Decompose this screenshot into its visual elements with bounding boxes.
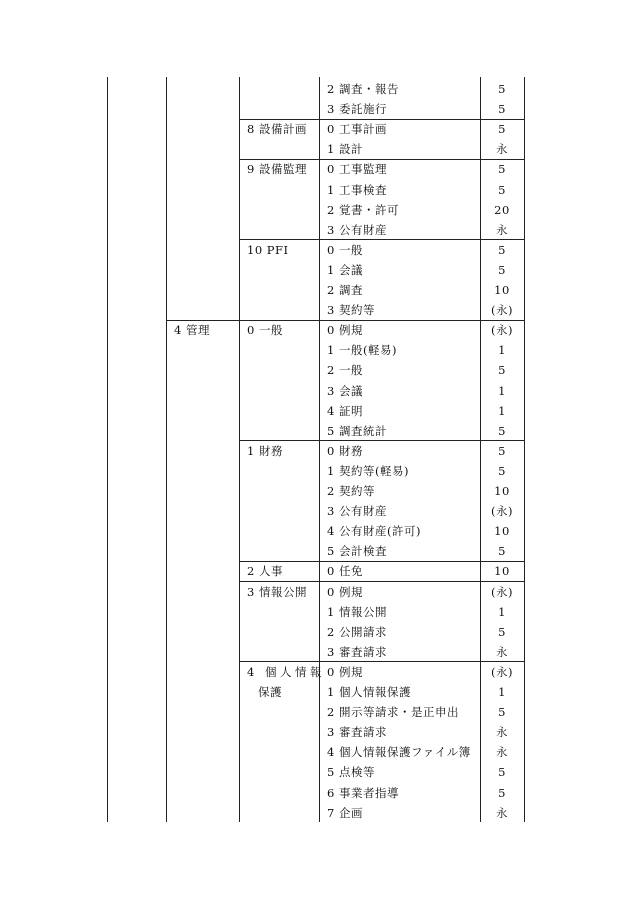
retention-period-cell: 永 bbox=[496, 745, 508, 760]
retention-period-cell: 5 bbox=[498, 423, 506, 438]
item-cell: 2 覚書・許可 bbox=[327, 202, 399, 217]
subcategory-cell: 10 PFI bbox=[247, 242, 289, 257]
item-cell: 2 開示等請求・是正申出 bbox=[327, 705, 459, 720]
table-row-rule bbox=[239, 159, 524, 160]
item-cell: 0 工事計画 bbox=[327, 122, 387, 137]
retention-period-cell: 永 bbox=[496, 142, 508, 157]
category-cell: 4 管理 bbox=[174, 323, 210, 338]
item-cell: 0 一般 bbox=[327, 242, 363, 257]
retention-period-cell: (永) bbox=[491, 323, 513, 338]
retention-period-cell: 5 bbox=[498, 242, 506, 257]
subcategory-cell: 1 財務 bbox=[247, 443, 283, 458]
table-row-rule bbox=[239, 561, 524, 562]
item-cell: 2 調査 bbox=[327, 283, 363, 297]
item-cell: 7 企画 bbox=[327, 805, 363, 820]
item-cell: 1 契約等(軽易) bbox=[327, 463, 409, 478]
item-cell: 0 例規 bbox=[327, 664, 363, 679]
retention-period-cell: 1 bbox=[498, 383, 506, 398]
item-cell: 0 財務 bbox=[327, 443, 363, 458]
item-cell: 3 会議 bbox=[327, 383, 363, 398]
item-cell: 0 例規 bbox=[327, 584, 363, 599]
retention-period-cell: 10 bbox=[494, 283, 510, 297]
retention-period-cell: 5 bbox=[498, 82, 506, 96]
item-cell: 1 設計 bbox=[327, 142, 363, 157]
retention-period-cell: (永) bbox=[491, 303, 513, 318]
retention-period-cell: 5 bbox=[498, 785, 506, 800]
subcategory-cell: 2 人事 bbox=[247, 564, 283, 579]
subcategory-cell: 0 一般 bbox=[247, 323, 283, 338]
item-cell: 6 事業者指導 bbox=[327, 785, 399, 800]
item-cell: 4 個人情報保護ファイル簿 bbox=[327, 745, 471, 760]
retention-period-cell: 5 bbox=[498, 162, 506, 177]
retention-period-cell: 10 bbox=[494, 484, 510, 498]
item-cell: 2 公開請求 bbox=[327, 624, 387, 639]
retention-period-cell: 5 bbox=[498, 544, 506, 559]
table-vertical-rule bbox=[319, 77, 320, 822]
table-row-rule bbox=[239, 440, 524, 441]
retention-period-cell: (永) bbox=[491, 664, 513, 679]
item-cell: 0 任免 bbox=[327, 564, 363, 579]
retention-period-cell: 5 bbox=[498, 262, 506, 277]
item-cell: 4 公有財産(許可) bbox=[327, 524, 421, 539]
retention-period-cell: 5 bbox=[498, 463, 506, 478]
table-row-rule bbox=[239, 581, 524, 582]
retention-period-cell: 永 bbox=[496, 644, 508, 659]
retention-period-cell: (永) bbox=[491, 504, 513, 519]
retention-period-cell: 5 bbox=[498, 182, 506, 197]
item-cell: 3 審査請求 bbox=[327, 644, 387, 659]
retention-period-cell: 5 bbox=[498, 122, 506, 137]
item-cell: 3 審査請求 bbox=[327, 725, 387, 740]
item-cell: 0 例規 bbox=[327, 323, 363, 338]
item-cell: 4 証明 bbox=[327, 403, 363, 418]
retention-period-cell: 1 bbox=[498, 403, 506, 418]
table-vertical-rule bbox=[107, 77, 108, 822]
subcategory-cell: 3 情報公開 bbox=[247, 584, 307, 599]
subcategory-cell-continued: 保護 bbox=[258, 685, 282, 699]
subcategory-cell: 9 設備監理 bbox=[247, 162, 307, 177]
item-cell: 1 情報公開 bbox=[327, 604, 387, 619]
table-row-rule bbox=[239, 119, 524, 120]
retention-period-cell: 5 bbox=[498, 363, 506, 378]
retention-period-cell: 永 bbox=[496, 725, 508, 740]
retention-period-cell: 5 bbox=[498, 705, 506, 720]
item-cell: 3 契約等 bbox=[327, 303, 375, 318]
retention-period-cell: 5 bbox=[498, 624, 506, 639]
retention-period-cell: 5 bbox=[498, 102, 506, 117]
retention-period-cell: 1 bbox=[498, 343, 506, 358]
retention-period-cell: 10 bbox=[494, 524, 510, 539]
item-cell: 5 調査統計 bbox=[327, 423, 387, 438]
item-cell: 1 会議 bbox=[327, 262, 363, 277]
item-cell: 5 点検等 bbox=[327, 765, 375, 780]
item-cell: 3 公有財産 bbox=[327, 504, 387, 519]
table-row-rule bbox=[239, 239, 524, 240]
item-cell: 3 委託施行 bbox=[327, 102, 387, 117]
subcategory-cell: 8 設備計画 bbox=[247, 122, 307, 137]
retention-period-cell: 10 bbox=[494, 564, 510, 579]
item-cell: 3 公有財産 bbox=[327, 222, 387, 237]
item-cell: 1 個人情報保護 bbox=[327, 685, 411, 699]
subcategory-cell: 4 個人情報 bbox=[247, 664, 325, 679]
retention-period-cell: 永 bbox=[496, 805, 508, 820]
table-vertical-rule bbox=[239, 77, 240, 822]
item-cell: 1 工事検査 bbox=[327, 182, 387, 197]
retention-period-cell: 永 bbox=[496, 222, 508, 237]
item-cell: 1 一般(軽易) bbox=[327, 343, 397, 358]
table-vertical-rule bbox=[166, 77, 167, 822]
retention-period-cell: 1 bbox=[498, 604, 506, 619]
item-cell: 5 会計検査 bbox=[327, 544, 387, 559]
item-cell: 2 契約等 bbox=[327, 484, 375, 498]
item-cell: 2 一般 bbox=[327, 363, 363, 378]
retention-period-cell: 5 bbox=[498, 765, 506, 780]
item-cell: 2 調査・報告 bbox=[327, 82, 399, 96]
item-cell: 0 工事監理 bbox=[327, 162, 387, 177]
retention-period-cell: 20 bbox=[494, 202, 510, 217]
table-row-rule bbox=[166, 320, 524, 321]
retention-period-cell: 1 bbox=[498, 685, 506, 699]
retention-period-cell: 5 bbox=[498, 443, 506, 458]
table-row-rule bbox=[239, 661, 524, 662]
retention-period-cell: (永) bbox=[491, 584, 513, 599]
